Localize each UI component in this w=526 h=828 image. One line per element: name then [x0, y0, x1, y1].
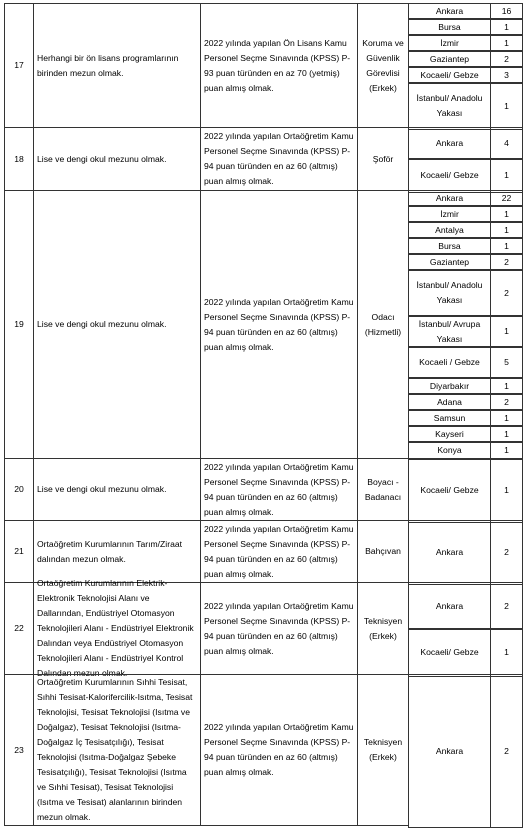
qualification-text: Ortaöğretim Kurumlarının Tarım/Ziraat dalından mezun olmak.	[37, 538, 183, 564]
exam-requirement-text: 2022 yılında yapılan Ortaöğretim Kamu Personel Seçme Sınavında (KPSS) P-94 puan türünden en az 60 (altmış) puan almış olmak.	[204, 523, 354, 579]
exam-requirement-cell	[200, 3, 358, 128]
location-name: Bursa	[408, 18, 491, 36]
exam-requirement-text: 2022 yılında yapılan Ortaöğretim Kamu Personel Seçme Sınavında (KPSS) P-94 puan türünden en az 60 (altmış) puan almış olmak.	[204, 461, 354, 517]
row-number-cell	[4, 127, 34, 191]
position-count: 5	[490, 346, 523, 379]
position-count: 22	[490, 190, 523, 207]
position-count: 2	[490, 50, 523, 68]
qualification-text: Lise ve dengi okul mezunu olmak.	[37, 319, 167, 329]
position-title: Şoför	[372, 153, 394, 164]
position-count: 1	[490, 205, 523, 223]
qualification-cell	[33, 520, 201, 583]
position-count: 2	[490, 253, 523, 271]
locations-cell	[408, 3, 523, 128]
location-row	[408, 159, 523, 193]
position-title: Boyacı - Badanacı	[364, 476, 402, 502]
position-count: 1	[490, 458, 523, 523]
row-number-cell	[4, 582, 34, 675]
location-row	[408, 459, 523, 523]
position-title-cell	[357, 520, 409, 583]
location-name: Gaziantep	[408, 253, 491, 271]
position-title: Bahçıvan	[365, 546, 401, 556]
location-name: İzmir	[408, 34, 491, 52]
qualification-text: Lise ve dengi okul mezunu olmak.	[37, 484, 167, 494]
position-title-cell	[357, 458, 409, 521]
location-name: Ankara	[408, 127, 491, 160]
position-count: 1	[490, 315, 523, 348]
location-row	[408, 521, 523, 585]
position-title-cell	[357, 190, 409, 459]
location-row	[408, 347, 523, 379]
exam-requirement-cell	[200, 582, 358, 675]
position-count: 1	[490, 18, 523, 36]
table-row	[4, 127, 523, 191]
exam-requirement-text: 2022 yılında yapılan Ortaöğretim Kamu Personel Seçme Sınavında (KPSS) P-94 puan türünden en az 60 (altmış) puan almış olmak.	[204, 600, 354, 656]
location-name: Kocaeli/ Gebze	[408, 158, 491, 193]
row-number-cell	[4, 520, 34, 583]
exam-requirement-cell	[200, 520, 358, 583]
location-name: İstanbul/ Anadolu Yakası	[408, 82, 491, 130]
position-count: 4	[490, 127, 523, 160]
position-title: Teknisyen (Erkek)	[363, 737, 403, 762]
locations-cell	[408, 674, 523, 826]
exam-requirement-cell	[200, 674, 358, 826]
qualification-cell	[33, 674, 201, 826]
row-number-cell	[4, 458, 34, 521]
position-title: Koruma ve Güvenlik Görevlisi (Erkek)	[362, 37, 404, 93]
row-number: 22	[14, 623, 24, 633]
location-name: Ankara	[408, 674, 491, 828]
qualification-cell	[33, 458, 201, 521]
position-count: 1	[490, 221, 523, 239]
location-name: Kayseri	[408, 425, 491, 443]
exam-requirement-cell	[200, 190, 358, 459]
position-title: Teknisyen (Erkek)	[363, 615, 403, 641]
location-row	[408, 675, 523, 828]
row-number: 23	[14, 744, 24, 755]
location-name: Ankara	[408, 190, 491, 207]
location-name: Antalya	[408, 221, 491, 239]
location-row	[408, 270, 523, 317]
position-count: 1	[490, 409, 523, 427]
location-name: Kocaeli / Gebze	[408, 346, 491, 379]
position-count: 1	[490, 237, 523, 255]
position-count: 1	[490, 34, 523, 52]
location-row	[408, 83, 523, 130]
exam-requirement-cell	[200, 127, 358, 191]
position-title-cell	[357, 674, 409, 826]
location-name: Kocaeli/ Gebze	[408, 458, 491, 523]
location-row	[408, 128, 523, 160]
location-name: Adana	[408, 393, 491, 411]
qualification-text: Herhangi bir ön lisans programlarının birinden mezun olmak.	[37, 52, 179, 78]
locations-cell	[408, 458, 523, 521]
position-count: 2	[490, 582, 523, 630]
position-count: 1	[490, 158, 523, 193]
position-count: 1	[490, 377, 523, 395]
qualification-cell	[33, 578, 201, 678]
exam-requirement-text: 2022 yılında yapılan Ortaöğretim Kamu Personel Seçme Sınavında (KPSS) P-94 puan türünden en az 60 (altmış) puan almış olmak.	[204, 296, 354, 352]
position-count: 1	[490, 425, 523, 443]
position-count: 2	[490, 269, 523, 317]
position-count: 2	[490, 520, 523, 585]
position-count: 3	[490, 66, 523, 84]
position-title: Odacı (Hizmetli)	[364, 311, 402, 337]
location-name: Bursa	[408, 237, 491, 255]
table-row	[4, 458, 523, 521]
position-count: 1	[490, 441, 523, 460]
qualification-text: Ortaöğretim Kurumlarının Sıhhi Tesisat, Sıhhi Tesisat-Kalorifercilik-Isıtma, Tesisat Teknolojisi, Tesisat Teknolojisi (Isıtma ve Doğalgaz), Tesisat Teknolojisi (Isıtma-Doğalgaz İç Tesisatçılığı), Tesisat Teknolojisi (Isıtma-Doğalgaz Şebeke Tesisatçılığı), Tesisat Teknolojisi (Isıtma ve Sıhhi Tesisat), Tesisat Teknolojisi (Isıtma ve Tesisat) alanlarının birinden mezun olmak.	[37, 677, 193, 822]
row-number: 18	[14, 153, 24, 164]
location-row	[408, 583, 523, 630]
position-count: 1	[490, 628, 523, 677]
exam-requirement-cell	[200, 458, 358, 521]
position-count: 2	[490, 393, 523, 411]
table-row	[4, 3, 523, 128]
table-row	[4, 190, 523, 459]
location-name: Gaziantep	[408, 50, 491, 68]
exam-requirement-text: 2022 yılında yapılan Ortaöğretim Kamu Personel Seçme Sınavında (KPSS) P-94 puan türünden en az 60 (altmış) puan almış olmak.	[204, 131, 354, 186]
qualification-text: Lise ve dengi okul mezunu olmak.	[37, 153, 167, 164]
locations-cell	[408, 127, 523, 191]
position-title-cell	[357, 3, 409, 128]
location-name: Konya	[408, 441, 491, 460]
position-title-cell	[357, 127, 409, 191]
location-name: Samsun	[408, 409, 491, 427]
row-number-cell	[4, 674, 34, 826]
location-row	[408, 316, 523, 348]
exam-requirement-text: 2022 yılında yapılan Ön Lisans Kamu Personel Seçme Sınavında (KPSS) P-93 puan türünden en az 70 (yetmiş) puan almış olmak.	[204, 37, 351, 93]
qualification-cell	[33, 3, 201, 128]
locations-cell	[408, 190, 523, 459]
location-name: Kocaeli/ Gebze	[408, 66, 491, 84]
location-name: Ankara	[408, 520, 491, 585]
exam-requirement-text: 2022 yılında yapılan Ortaöğretim Kamu Personel Seçme Sınavında (KPSS) P-94 puan türünden en az 60 (altmış) puan almış olmak.	[204, 722, 354, 777]
table-row	[4, 520, 523, 583]
location-name: Ankara	[408, 3, 491, 20]
table-row	[4, 674, 523, 826]
locations-cell	[408, 520, 523, 583]
row-number: 19	[14, 319, 24, 329]
location-name: İstanbul/ Avrupa Yakası	[408, 315, 491, 348]
table-row	[4, 578, 523, 678]
location-name: Diyarbakır	[408, 377, 491, 395]
row-number: 21	[14, 546, 24, 556]
qualification-text: Ortaöğretim Kurumlarının Elektrik-Elektronik Teknolojisi Alanı ve Dallarından, Endüstriyel Otomasyon Teknolojileri Alanı - Endüstriyel Elektronik Dalından veya Endüstriyel Otomasyon Teknolojileri Alanı - Endüstriyel Kontrol Dalından mezun olmak.	[37, 578, 194, 678]
position-count: 16	[490, 3, 523, 20]
locations-cell	[408, 582, 523, 675]
location-name: Kocaeli/ Gebze	[408, 628, 491, 677]
location-row	[408, 629, 523, 677]
row-number: 17	[14, 60, 24, 70]
row-number-cell	[4, 190, 34, 459]
location-name: İzmir	[408, 205, 491, 223]
qualification-cell	[33, 127, 201, 191]
row-number: 20	[14, 484, 24, 494]
location-name: Ankara	[408, 582, 491, 630]
location-name: İstanbul/ Anadolu Yakası	[408, 269, 491, 317]
position-count: 1	[490, 82, 523, 130]
position-count: 2	[490, 674, 523, 828]
position-title-cell	[357, 582, 409, 675]
qualification-cell	[33, 190, 201, 459]
row-number-cell	[4, 3, 34, 128]
